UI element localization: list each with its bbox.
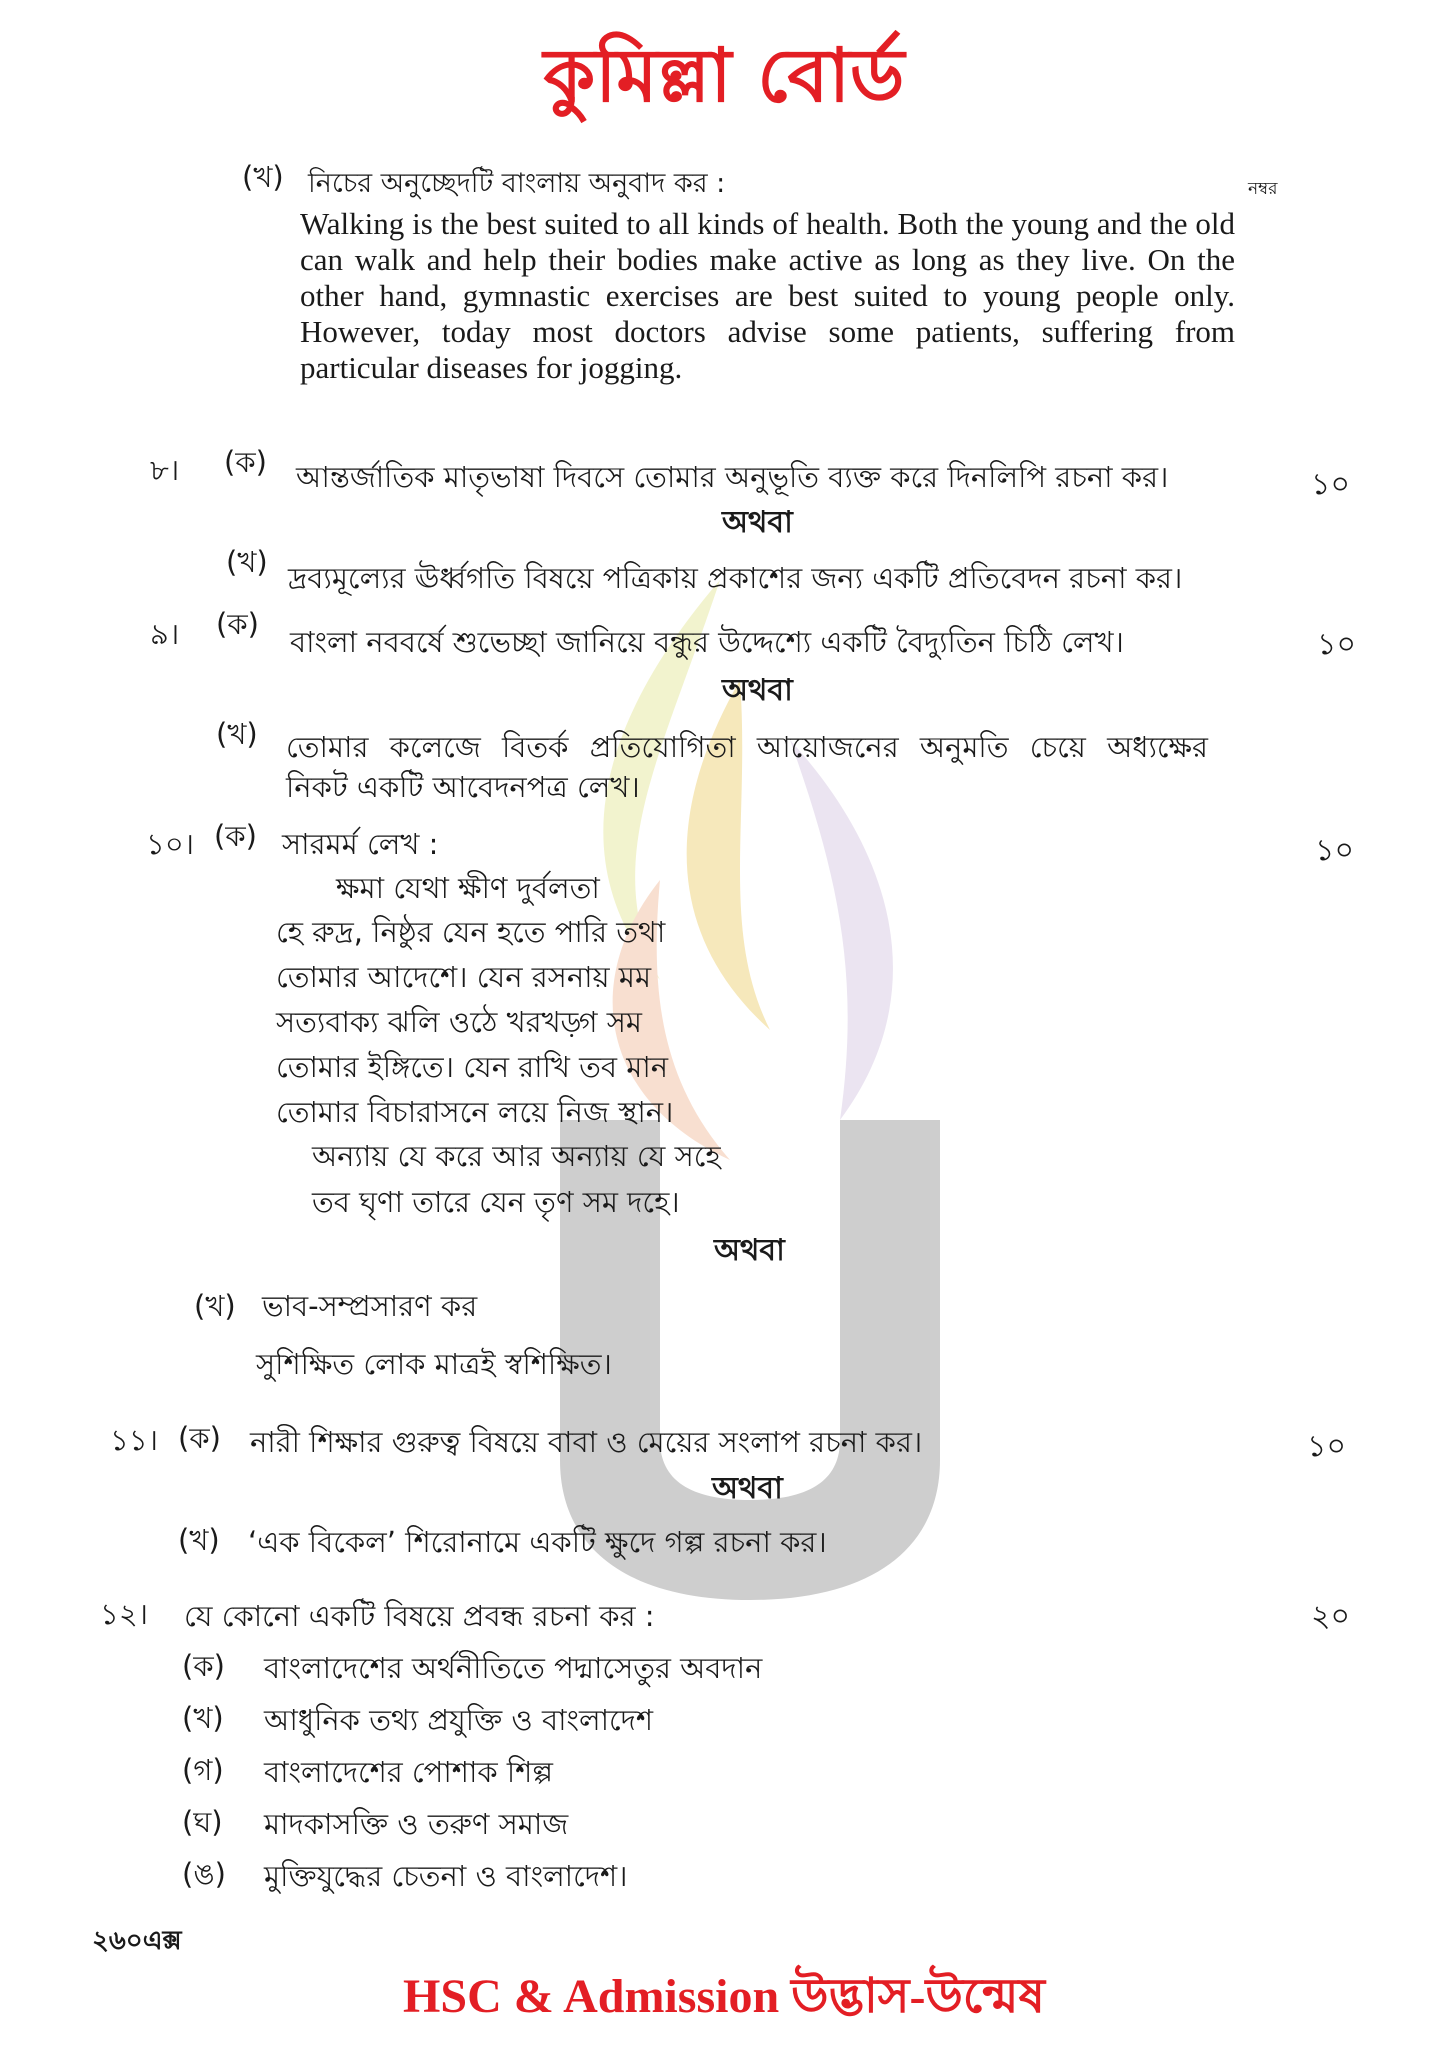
q12-text: যে কোনো একটি বিষয়ে প্রবন্ধ রচনা কর : xyxy=(184,1599,655,1633)
q8-ka-label: (ক) xyxy=(224,445,267,479)
q8-kha-text: দ্রব্যমূল্যের ঊর্ধ্বগতি বিষয়ে পত্রিকায় প্রকাশের জন্য একটি প্রতিবেদন রচনা কর। xyxy=(288,561,1183,595)
q7-kha-label: (খ) xyxy=(242,160,284,194)
poem-line: সত্যবাক্য ঝলি ওঠে খরখড়্গ সম xyxy=(276,1005,642,1039)
q12-option-text: বাংলাদেশের পোশাক শিল্প xyxy=(264,1755,554,1789)
q10-marks: ১০ xyxy=(1315,833,1354,868)
q11-or: অথবা xyxy=(712,1471,783,1506)
poem-line: তোমার বিচারাসনে লয়ে নিজ স্থান। xyxy=(276,1095,674,1129)
poem-line: তোমার আদেশে। যেন রসনায় মম xyxy=(276,960,652,994)
q9-marks: ১০ xyxy=(1317,627,1356,662)
q12-option-text: মুক্তিযুদ্ধের চেতনা ও বাংলাদেশ। xyxy=(264,1859,628,1893)
q12-option-label: (ঙ) xyxy=(182,1857,226,1891)
poem-line: হে রুদ্র, নিষ্ঠুর যেন হতে পারি তথা xyxy=(276,915,666,949)
q12-option-text: মাদকাসক্তি ও তরুণ সমাজ xyxy=(264,1807,569,1841)
q12-marks: ২০ xyxy=(1310,1599,1350,1634)
q10-ka-text: সারমর্ম লেখ : xyxy=(282,827,439,861)
poem-line: অন্যায় যে করে আর অন্যায় যে সহে xyxy=(312,1139,721,1173)
marks-column-label: নম্বর xyxy=(1248,179,1278,199)
q12-option-text: আধুনিক তথ্য প্রযুক্তি ও বাংলাদেশ xyxy=(264,1703,654,1737)
q8-kha-label: (খ) xyxy=(226,545,268,579)
q9-ka-label: (ক) xyxy=(216,607,259,641)
q9-ka-text: বাংলা নববর্ষে শুভেচ্ছা জানিয়ে বন্ধুর উদ্দেশ্যে একটি বৈদ্যুতিন চিঠি লেখ। xyxy=(290,625,1124,659)
q12-option-label: (খ) xyxy=(182,1701,224,1735)
board-title: কুমিল্লা বোর্ড xyxy=(543,33,905,119)
q10-kha-text: ভাব-সম্প্রসারণ কর xyxy=(262,1289,478,1323)
q10-or: অথবা xyxy=(714,1233,785,1268)
q11-ka-text: নারী শিক্ষার গুরুত্ব বিষয়ে বাবা ও মেয়ের সংলাপ রচনা কর। xyxy=(250,1425,923,1459)
poem-line: ক্ষমা যেথা ক্ষীণ দুর্বলতা xyxy=(336,871,600,905)
q11-marks: ১০ xyxy=(1307,1429,1346,1464)
q12-option-text: বাংলাদেশের অর্থনীতিতে পদ্মাসেতুর অবদান xyxy=(264,1651,763,1685)
q8-marks: ১০ xyxy=(1311,467,1350,502)
q9-number: ৯। xyxy=(150,617,180,651)
poem-line: তব ঘৃণা তারে যেন তৃণ সম দহে। xyxy=(312,1185,680,1219)
q11-number: ১১। xyxy=(110,1423,159,1457)
q10-ka-label: (ক) xyxy=(214,819,257,853)
q10-kha-label: (খ) xyxy=(194,1289,236,1323)
q10-kha-quote: সুশিক্ষিত লোক মাত্রই স্বশিক্ষিত। xyxy=(256,1347,612,1381)
q8-or: অথবা xyxy=(722,505,793,540)
q8-ka-text: আন্তর্জাতিক মাতৃভাষা দিবসে তোমার অনুভূতি ব্যক্ত করে দিনলিপি রচনা কর। xyxy=(296,460,1169,494)
q9-kha-label: (খ) xyxy=(216,717,258,751)
q12-number: ১২। xyxy=(100,1597,149,1631)
q9-kha-text-line2: নিকট একটি আবেদনপত্র লেখ। xyxy=(286,770,640,804)
q9-kha-text-line1: তোমার কলেজে বিতর্ক প্রতিযোগিতা আয়োজনের অনুমতি চেয়ে অধ্যক্ষের xyxy=(286,730,1208,764)
q12-option-label: (গ) xyxy=(182,1753,224,1787)
q7-kha-instruction: নিচের অনুচ্ছেদটি বাংলায় অনুবাদ কর : xyxy=(308,168,726,199)
q12-option-label: (ঘ) xyxy=(182,1805,223,1839)
q12-option-label: (ক) xyxy=(182,1649,225,1683)
poem-line: তোমার ইঙ্গিতে। যেন রাখি তব মান xyxy=(276,1050,669,1084)
q11-ka-label: (ক) xyxy=(178,1421,221,1455)
footer-brand: HSC & Admission উদ্ভাস-উন্মেষ xyxy=(403,1970,1045,2023)
q8-number: ৮। xyxy=(150,453,180,487)
page-code: ২৬০এক্স xyxy=(92,1926,182,1956)
q11-kha-text: ‘এক বিকেল’ শিরোনামে একটি ক্ষুদে গল্প রচনা কর। xyxy=(248,1525,827,1559)
translation-passage: Walking is the best suited to all kinds of health. Both the young and the old can walk and help their bodies make active as long as they live. On the other hand, gymnastic exercises are best suited to young people only. However, today most doctors advise some patients, suffering from particular diseases for jogging. xyxy=(300,206,1235,385)
q11-kha-label: (খ) xyxy=(178,1523,220,1557)
q10-number: ১০। xyxy=(146,827,195,861)
q9-or: অথবা xyxy=(722,673,793,708)
